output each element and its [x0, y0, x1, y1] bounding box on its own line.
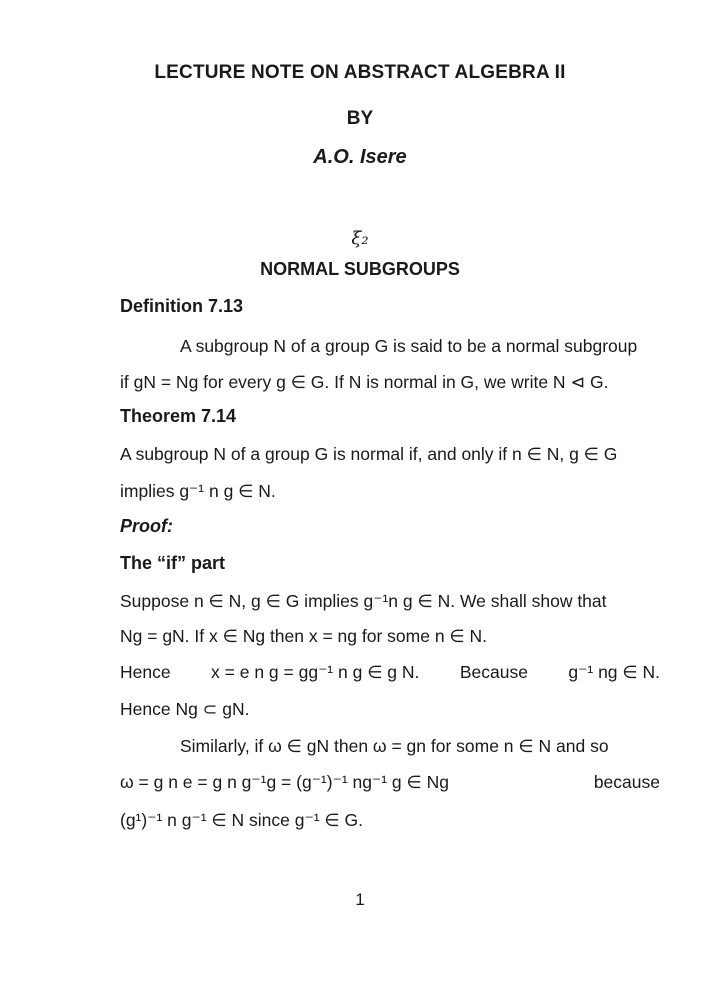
- proof-line-6-because: because: [593, 772, 660, 792]
- author-name: A.O. Isere: [313, 146, 407, 168]
- proof-line-1: Suppose n ∈ N, g ∈ G implies g⁻¹n g ∈ N. We shall show that: [120, 591, 607, 611]
- theorem-line-2: implies g⁻¹ n g ∈ N.: [120, 481, 276, 501]
- definition-line-1: A subgroup N of a group G is said to be a normal subgroup: [180, 336, 638, 356]
- definition-line-2: if gN = Ng for every g ∈ G. If N is normal in G, we write N ⊲ G.: [120, 372, 609, 392]
- theorem-heading: Theorem 7.14: [120, 406, 237, 426]
- proof-line-5: Similarly, if ω ∈ gN then ω = gn for some n ∈ N and so: [180, 736, 609, 756]
- proof-line-2: Ng = gN. If x ∈ Ng then x = ng for some n ∈ N.: [120, 626, 488, 646]
- definition-heading: Definition 7.13: [120, 296, 244, 316]
- proof-line-4: Hence Ng ⊂ gN.: [120, 699, 250, 719]
- proof-heading: Proof:: [120, 516, 173, 536]
- proof-line-6-equation: ω = g n e = g n g⁻¹g = (g⁻¹)⁻¹ ng⁻¹ g ∈ Ng: [120, 772, 449, 792]
- if-part-heading: The “if” part: [120, 553, 226, 573]
- proof-line-3-reason: g⁻¹ ng ∈ N.: [568, 662, 660, 682]
- proof-line-3-hence: Hence: [120, 662, 171, 682]
- byline-label: BY: [346, 108, 374, 129]
- section-symbol: ξ₂: [351, 228, 369, 249]
- proof-line-3-because: Because: [459, 662, 528, 682]
- page-number: 1: [355, 890, 365, 909]
- proof-line-7: (g¹)⁻¹ n g⁻¹ ∈ N since g⁻¹ ∈ G.: [120, 810, 363, 830]
- proof-line-6: [120, 772, 660, 793]
- section-heading: NORMAL SUBGROUPS: [260, 259, 460, 279]
- theorem-line-1: A subgroup N of a group G is normal if, and only if n ∈ N, g ∈ G: [120, 444, 618, 464]
- proof-line-3: [120, 662, 660, 683]
- proof-line-3-equation: x = e n g = gg⁻¹ n g ∈ g N.: [211, 662, 420, 682]
- document-title: LECTURE NOTE ON ABSTRACT ALGEBRA II: [154, 62, 566, 83]
